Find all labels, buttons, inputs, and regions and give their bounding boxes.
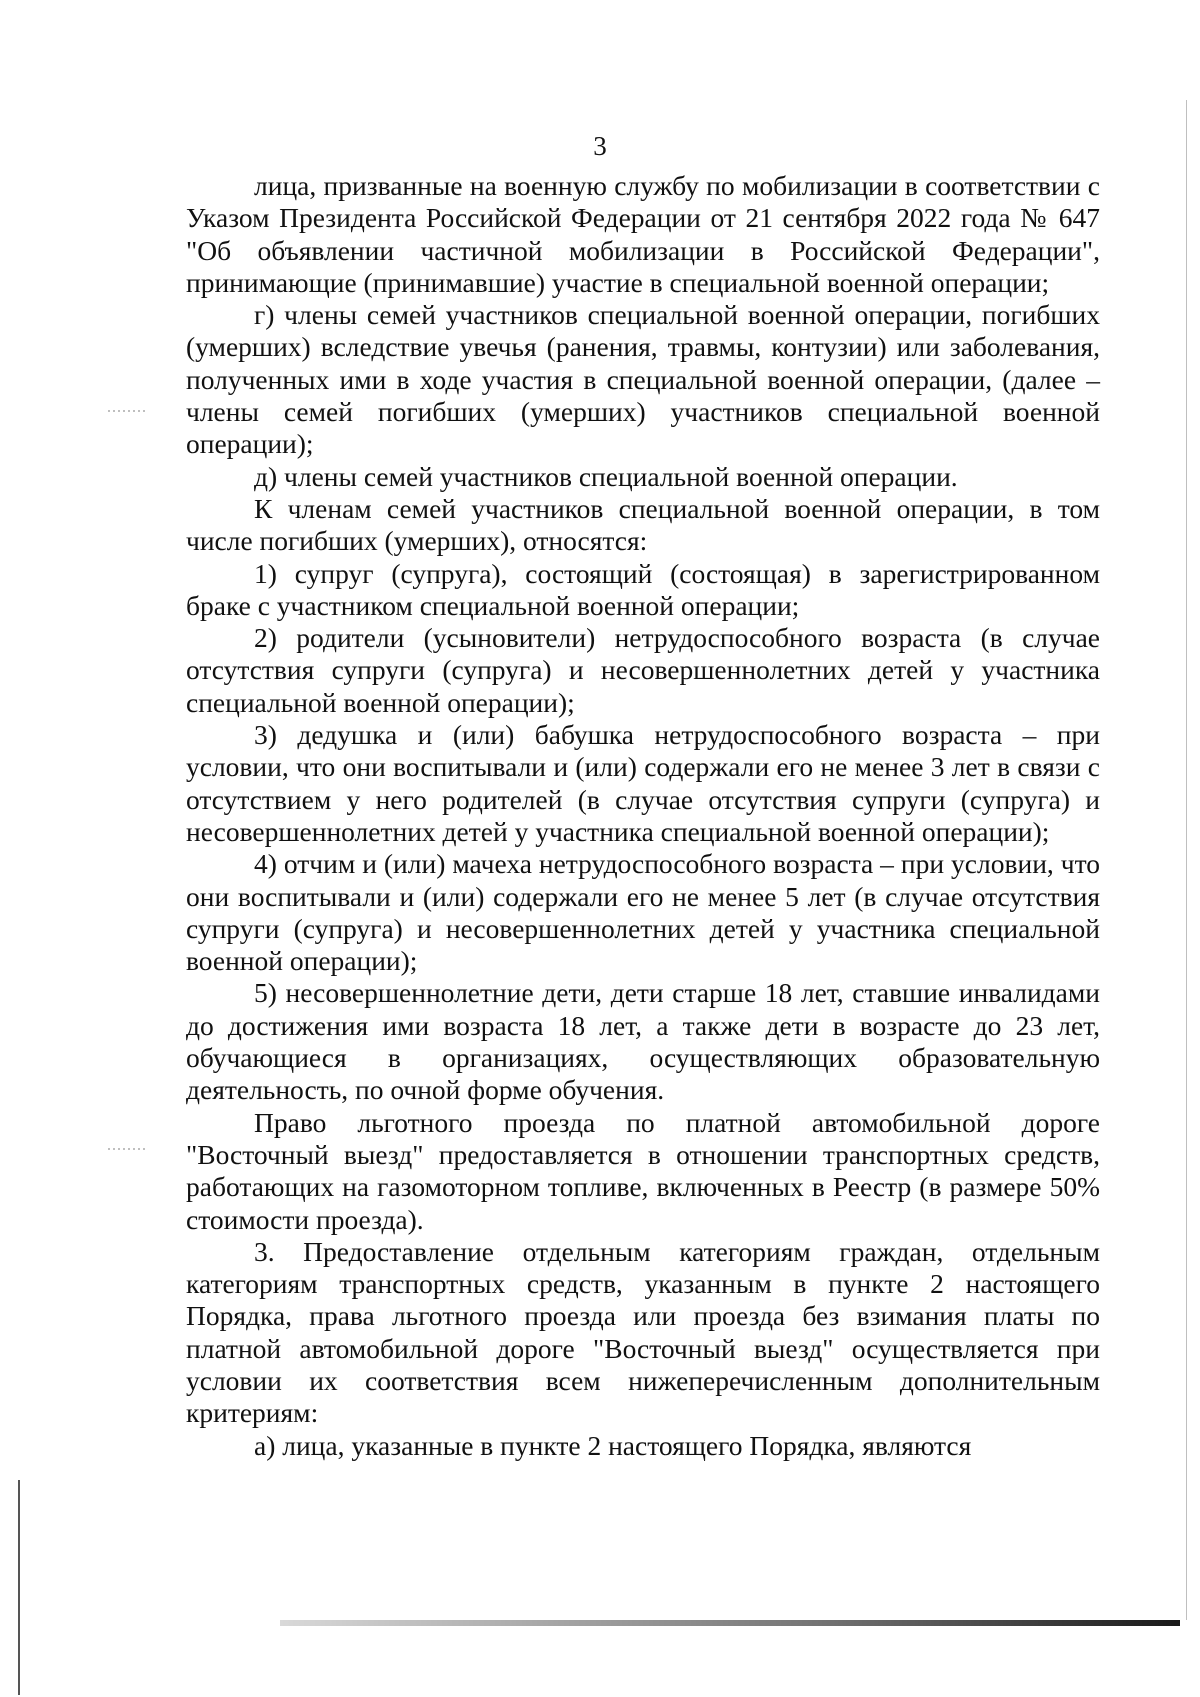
scan-artifact	[108, 1148, 148, 1150]
paragraph: 2) родители (усыновители) нетрудоспособного возраста (в случае отсутствия супруги (супруга) и несовершеннолетних детей у участника специальной военной операции);	[186, 622, 1100, 718]
paragraph: К членам семей участников специальной военной операции, в том числе погибших (умерших), относятся:	[186, 492, 1100, 557]
scan-edge-bottom	[280, 1620, 1180, 1626]
paragraph: 5) несовершеннолетние дети, дети старше 18 лет, ставшие инвалидами до достижения ими возраста 18 лет, а также дети в возрасте до 23 лет, обучающиеся в организациях, осуществляющих образовательную деятельность, по очной форме обучения.	[186, 977, 1100, 1106]
scan-edge-right	[1186, 100, 1187, 1620]
paragraph: 3. Предоставление отдельным категориям граждан, отдельным категориям транспортных средств, указанным в пункте 2 настоящего Порядка, права льготного проезда или проезда без взимания платы по платной автомобильной дороге "Восточный выезд" осуществляется при условии их соответствия всем нижеперечисленным дополнительным критериям:	[186, 1235, 1100, 1429]
paragraph: г) члены семей участников специальной военной операции, погибших (умерших) вследствие увечья (ранения, травмы, контузии) или заболевания, полученных ими в ходе участия в специальной военной операции, (далее – члены семей погибших (умерших) участников специальной военной операции);	[186, 299, 1100, 460]
scan-edge-left	[18, 1480, 20, 1695]
paragraph: 3) дедушка и (или) бабушка нетрудоспособного возраста – при условии, что они воспитывали и (или) содержали его не менее 3 лет в связи с отсутствием у него родителей (в случае отсутствия супруги (супруга) и несовершеннолетних детей у участника специальной военной операции);	[186, 719, 1100, 847]
paragraph: Право льготного проезда по платной автомобильной дороге "Восточный выезд" предоставляется в отношении транспортных средств, работающих на газомоторном топливе, включенных в Реестр (в размере 50% стоимости проезда).	[186, 1106, 1100, 1235]
paragraph: а) лица, указанные в пункте 2 настоящего Порядка, являются	[254, 1429, 972, 1461]
page-number: 3	[593, 131, 607, 161]
document-body	[186, 170, 1100, 1462]
paragraph: 4) отчим и (или) мачеха нетрудоспособного возраста – при условии, что они воспитывали и (или) содержали его не менее 5 лет (в случае отсутствия супруги (супруга) и несовершеннолетних детей у участника специальной военной операции);	[186, 848, 1100, 977]
paragraph: лица, призванные на военную службу по мобилизации в соответствии с Указом Президента Российской Федерации от 21 сентября 2022 года № 647 "Об объявлении частичной мобилизации в Российской Федерации", принимающие (принимавшие) участие в специальной военной операции;	[186, 170, 1100, 298]
paragraph: 1) супруг (супруга), состоящий (состоящая) в зарегистрированном браке с участником специальной военной операции;	[186, 557, 1100, 621]
scan-artifact	[108, 410, 148, 412]
paragraph: д) члены семей участников специальной военной операции.	[254, 460, 958, 492]
